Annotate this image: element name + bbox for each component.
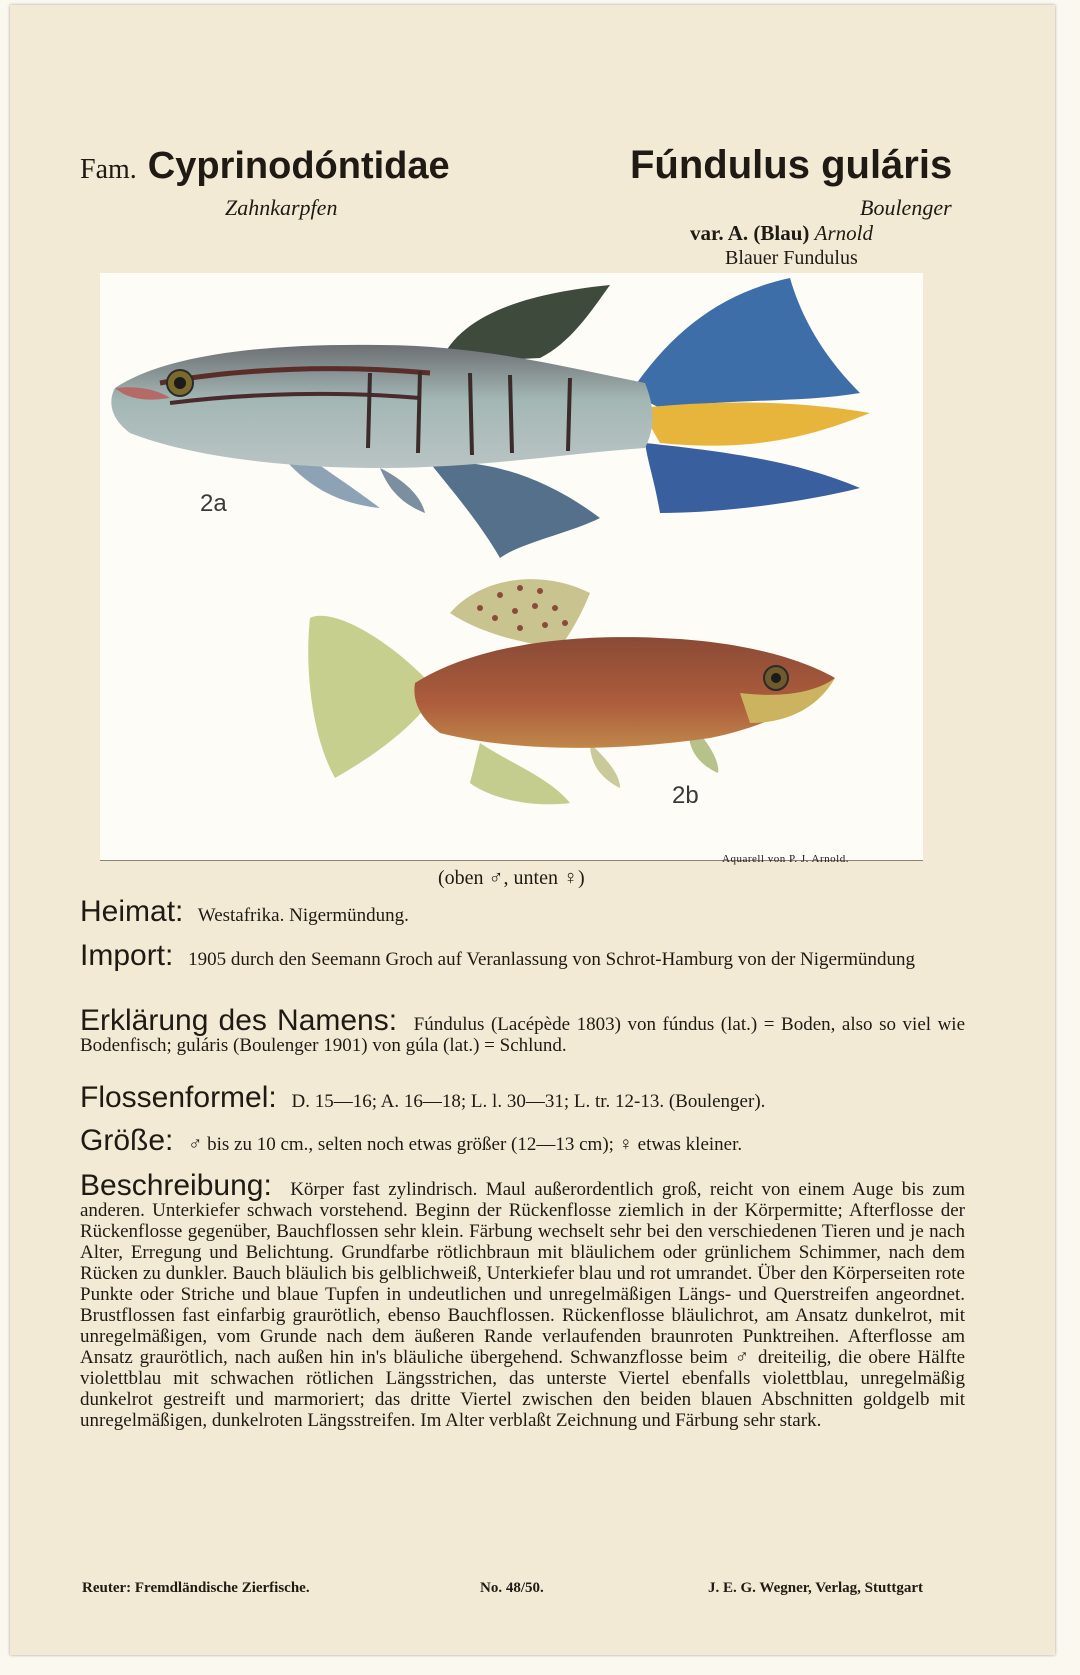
section-beschreibung	[80, 1169, 966, 1431]
female-pelvic-fin	[590, 743, 620, 788]
female-tail	[308, 616, 425, 778]
female-fish	[308, 579, 835, 804]
male-tail-middle	[640, 403, 870, 446]
variety-author: Arnold	[814, 221, 874, 245]
section-groesse	[80, 1124, 965, 1157]
section-import	[80, 939, 965, 972]
male-tail-upper	[630, 278, 860, 408]
beschreibung-heading: Beschreibung:	[80, 1169, 272, 1202]
fish-illustration-svg	[100, 273, 923, 860]
label-2b: 2b	[672, 782, 699, 809]
species-author: Boulenger	[860, 195, 952, 220]
common-name: Blauer Fundulus	[725, 247, 858, 269]
family-common-name: Zahnkarpfen	[225, 195, 338, 220]
fam-prefix: Fam.	[80, 154, 137, 185]
erklaerung-text: Fúndulus (Lacépède 1803) von fúndus (lat.) = Boden, also so viel wie Bodenfisch; guláris (Boulenger 1901) von gúla (lat.) = Schlund.	[80, 1014, 966, 1056]
beschreibung-text: Körper fast zylindrisch. Maul außerordentlich groß, reicht von einem Auge bis zum anderen. Unterkiefer schwach vorstehend. Beginn der Rückenflosse ziemlich in der Körpermitte; Afterflosse der Rückenflosse gegenüber, Bauchflossen sehr klein. Färbung wechselt sehr bei den verschiedenen Tieren und je nach Alter, Erregung und Belichtung. Grundfarbe rötlichbraun mit bläulichem oder grünlichem Schimmer, nach dem Rücken zu dunkler. Bauch bläulich bis gelblichweiß, Unterkiefer blau und rot umrandet. Über den Körperseiten rote Punkte oder Striche und blaue Tupfen in undeutlichen und unregelmäßigen Längs- und Querstreifen angeordnet. Brustflossen fast einfarbig graurötlich, ebenso Bauchflossen. Rückenflosse bläulichrot, am Ansatz dunkelrot, mit unregelmäßigen, vom Grunde nach dem äußeren Rande verlaufenden braunroten Punktreihen. Afterflosse am Ansatz graurötlich, nach außen hin in's bläuliche übergehend. Schwanzflosse beim ♂ dreiteilig, die obere Hälfte violettblau mit schwachen rötlichen Längsstrichen, das unterste Viertel ebenfalls violettblau, unregelmäßig dunkelrot gestreift und marmoriert; das dritte Viertel zwischen den beiden blauen Abschnitten goldgelb mit unregelmäßigen, dunkelroten Längsstreifen. Im Alter verblaßt Zeichnung und Färbung sehr stark.	[80, 1179, 966, 1431]
female-anal-fin	[470, 743, 570, 804]
section-heimat	[80, 895, 965, 928]
flossenformel-text: D. 15—16; A. 16—18; L. l. 30—31; L. tr. 12-13. (Boulenger).	[291, 1091, 766, 1112]
plate-card	[10, 5, 1055, 1655]
variety-line	[690, 221, 873, 246]
male-tail-lower	[645, 443, 860, 513]
artist-credit: Aquarell von P. J. Arnold.	[722, 853, 849, 865]
heimat-text: Westafrika. Nigermündung.	[197, 905, 409, 926]
section-erklaerung	[80, 1004, 966, 1056]
flossenformel-heading: Flossenformel:	[80, 1081, 277, 1114]
import-text: 1905 durch den Seemann Groch auf Veranlassung von Schrot-Hamburg von der Nigermündung	[188, 949, 916, 970]
label-2a: 2a	[200, 490, 227, 517]
male-anal-fin	[430, 462, 600, 558]
family-name: Cyprinodóntidae	[147, 145, 450, 187]
import-heading: Import:	[80, 939, 174, 972]
female-body	[414, 637, 835, 748]
sex-caption: (oben ♂, unten ♀)	[438, 867, 585, 889]
variety-label: var. A. (Blau)	[690, 221, 810, 245]
erklaerung-heading: Erklärung des Namens:	[80, 1004, 398, 1037]
footer-number: No. 48/50.	[480, 1580, 544, 1596]
species-name: Fúndulus guláris	[630, 143, 953, 187]
section-flossenformel	[80, 1081, 965, 1114]
male-body	[111, 345, 652, 468]
family-line	[80, 145, 450, 188]
footer-publisher: J. E. G. Wegner, Verlag, Stuttgart	[708, 1580, 924, 1596]
male-pelvic-fin	[380, 468, 425, 513]
footer-series: Reuter: Fremdländische Zierfische.	[82, 1580, 310, 1596]
groesse-heading: Größe:	[80, 1124, 174, 1157]
groesse-text: ♂ bis zu 10 cm., selten noch etwas größer (12—13 cm); ♀ etwas kleiner.	[188, 1134, 743, 1155]
heimat-heading: Heimat:	[80, 895, 184, 928]
fish-illustration	[100, 273, 923, 861]
